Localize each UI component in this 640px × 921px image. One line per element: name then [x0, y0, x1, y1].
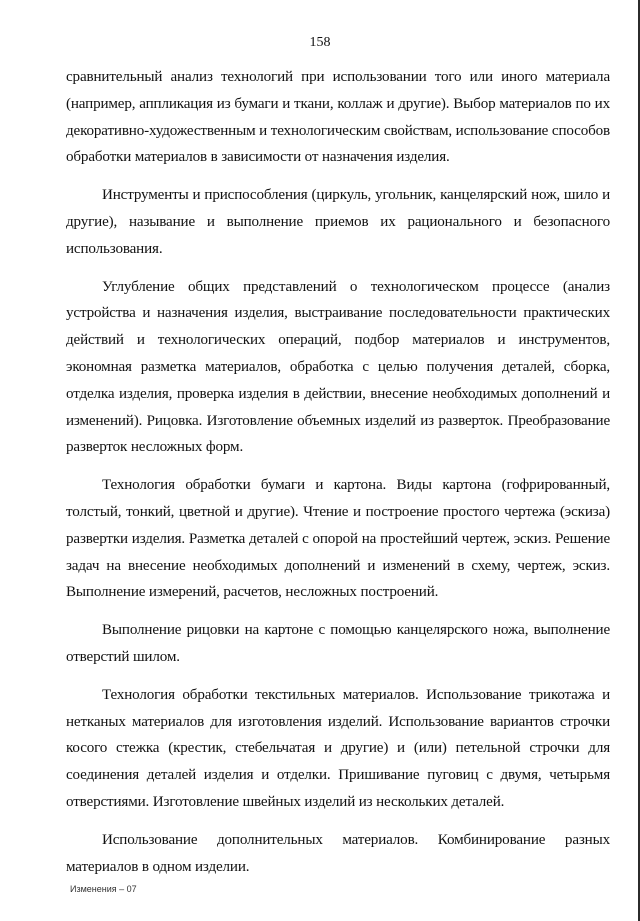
document-body: [66, 64, 610, 891]
paragraph-4: Технология обработки бумаги и картона. Виды картона (гофрированный, толстый, тонкий, цветной и другие). Чтение и построение простого чертежа (эскиза) развертки изделия. Разметка деталей с опорой на простейший чертеж, эскиз. Решение задач на внесение необходимых дополнений и изменений в схему, чертеж, эскиз. Выполнение измерений, расчетов, несложных построений.: [66, 477, 610, 601]
paragraph-3: Углубление общих представлений о технологическом процессе (анализ устройства и назначения изделия, выстраивание последовательности практических действий и технологических операций, подбор материалов и инструментов, экономная разметка материалов, обработка с целью получения деталей, сборка, отделка изделия, проверка изделия в действии, внесение необходимых дополнений и изменений). Рицовка. Изготовление объемных изделий из разверток. Преобразование разверток несложных форм.: [66, 278, 610, 456]
paragraph-2: Инструменты и приспособления (циркуль, угольник, канцелярский нож, шило и другие), называние и выполнение приемов их рационального и безопасного использования.: [66, 187, 610, 257]
footer-revision-note: Изменения – 07: [70, 884, 137, 894]
paragraph-6: Технология обработки текстильных материалов. Использование трикотажа и нетканых материалов для изготовления изделий. Использование вариантов строчки косого стежка (крестик, стебельчатая и другие) и (или) петельной строчки для соединения деталей изделия и отделки. Пришивание пуговиц с двумя, четырьмя отверстиями. Изготовление швейных изделий из нескольких деталей.: [66, 686, 610, 810]
paragraph-1: сравнительный анализ технологий при использовании того или иного материала (например, аппликация из бумаги и ткани, коллаж и другие). Выбор материалов по их декоративно-художественным и технологическим свойствам, использование способов обработки материалов в зависимости от назначения изделия.: [66, 69, 610, 166]
paragraph-5: Выполнение рицовки на картоне с помощью канцелярского ножа, выполнение отверстий шилом.: [66, 622, 610, 665]
paragraph-7: Использование дополнительных материалов. Комбинирование разных материалов в одном изделии.: [66, 831, 610, 875]
page-number: 158: [309, 35, 331, 50]
